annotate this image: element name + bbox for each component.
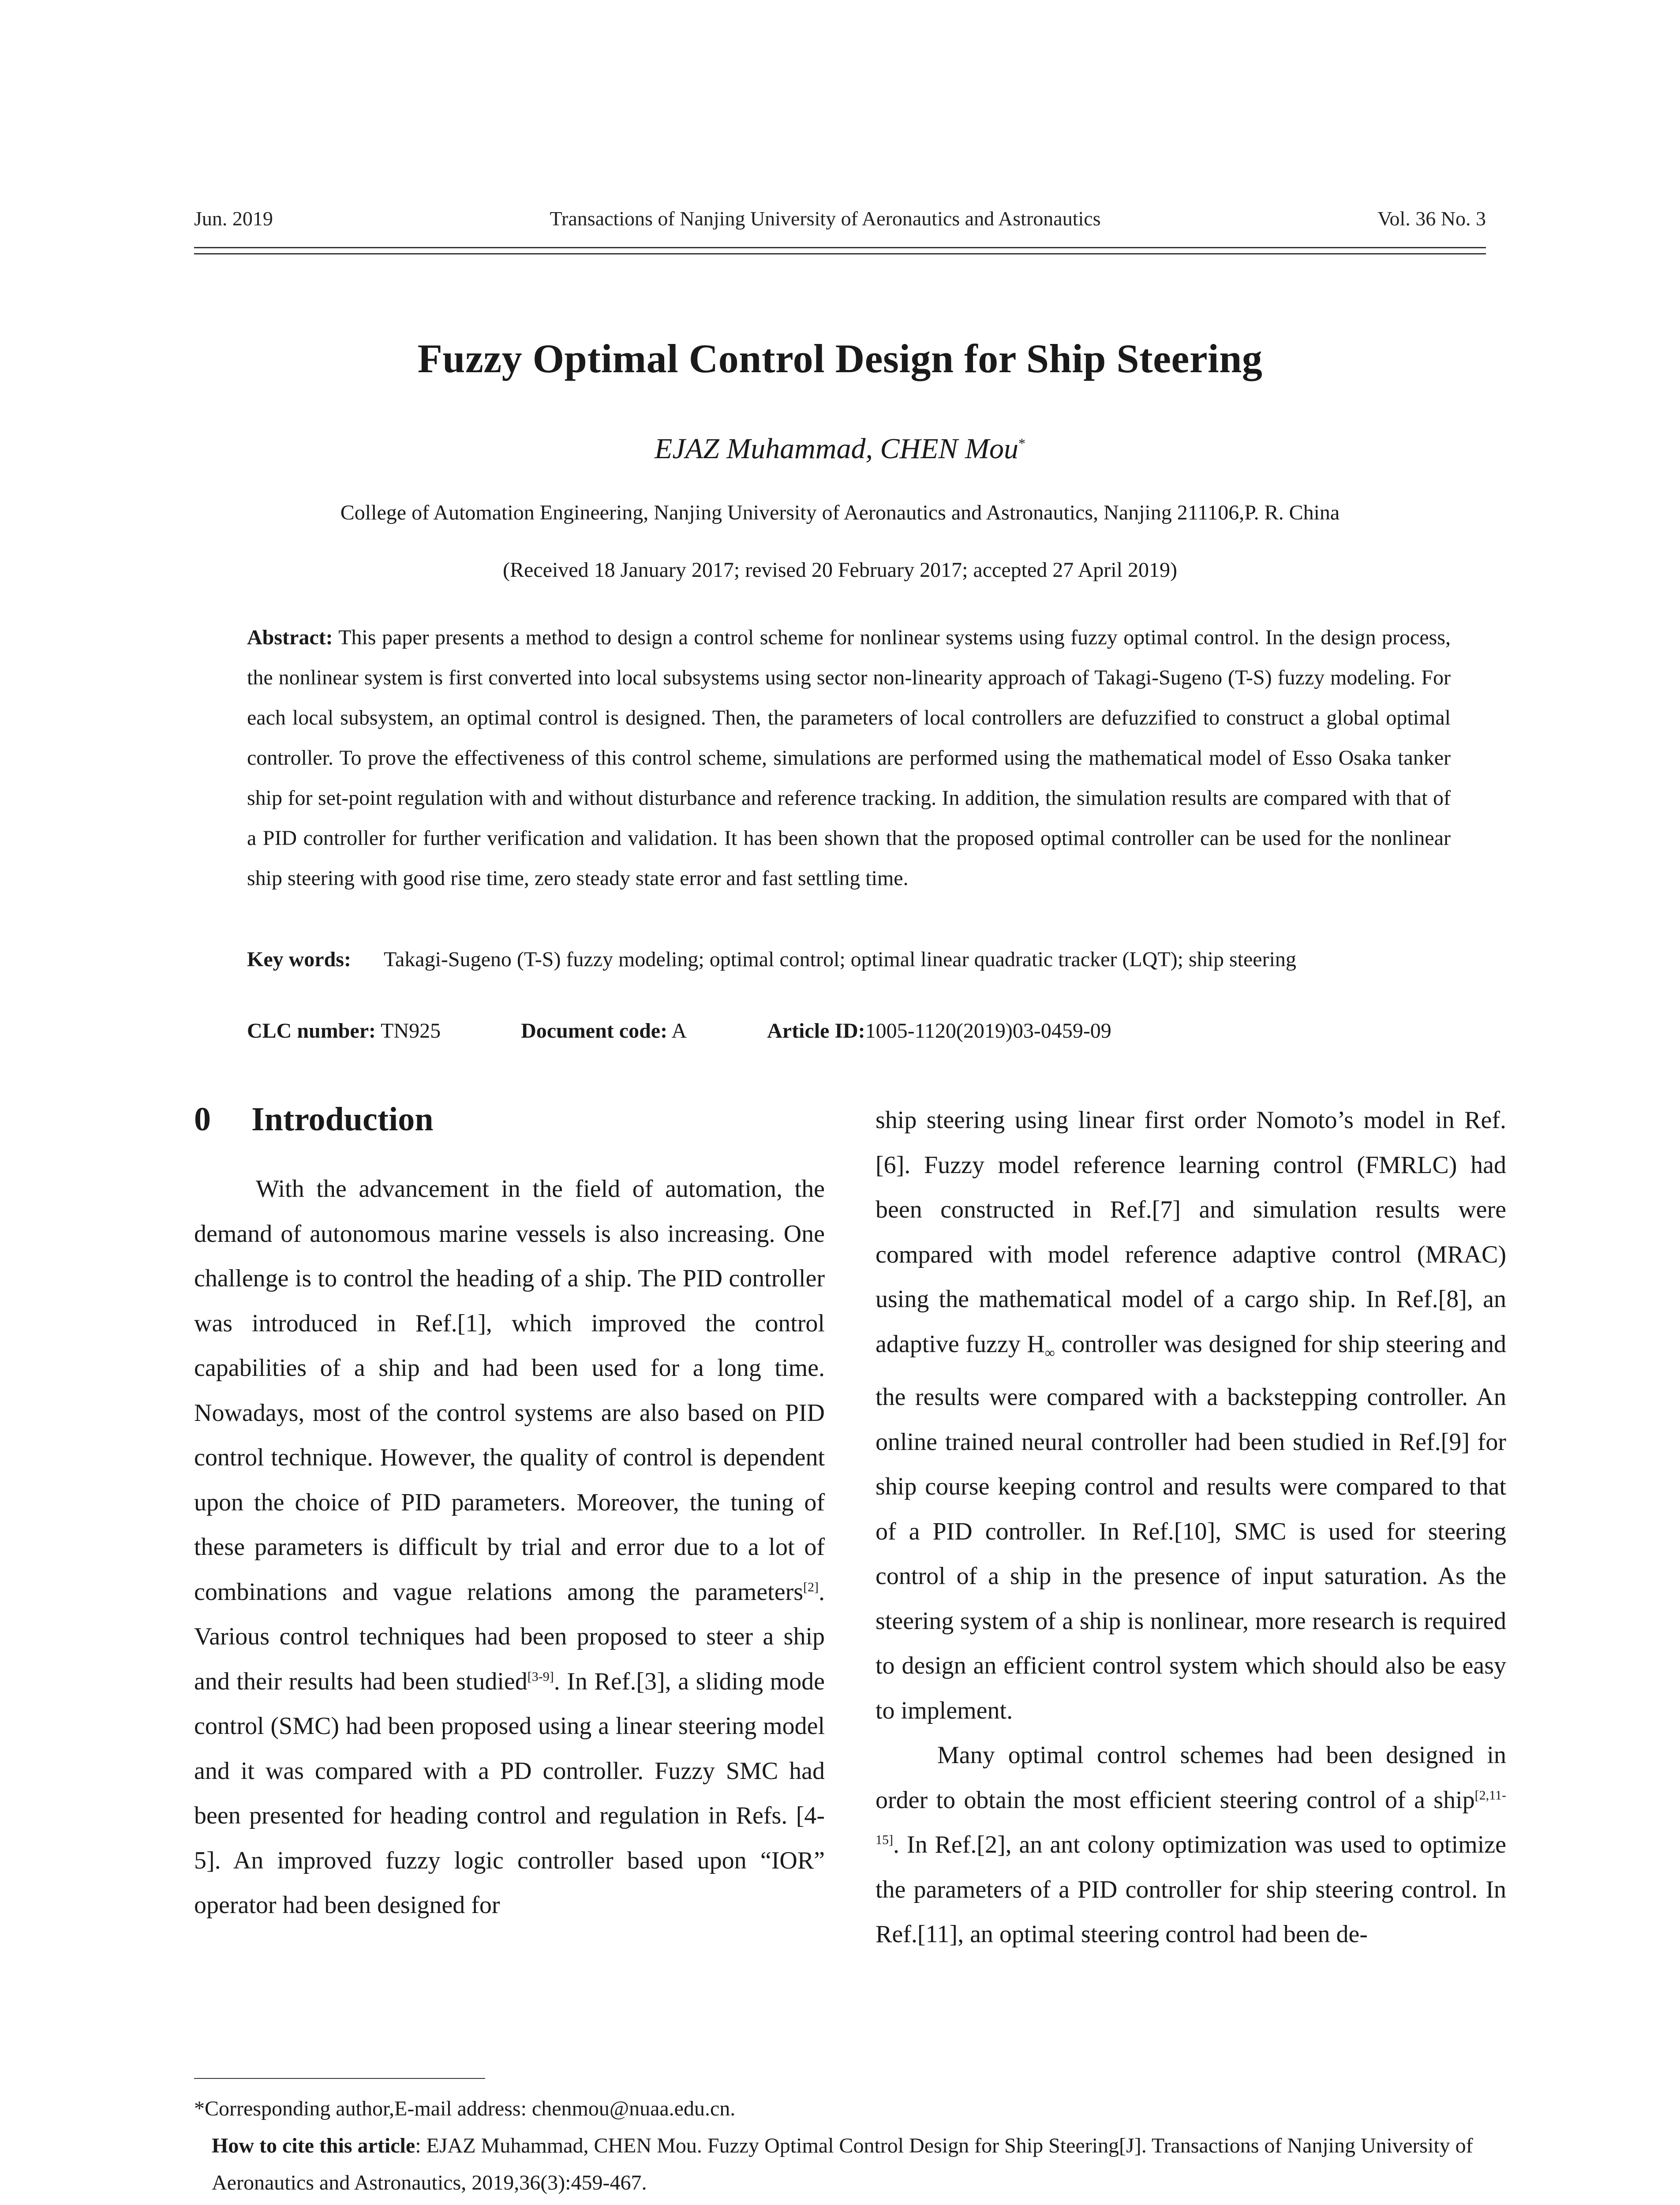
affiliation: College of Automation Engineering, Nanjing University of Aeronautics and Astronautics, Nanjing 211106,P. R. China [340, 501, 1340, 524]
section-number: 0 [194, 1101, 211, 1138]
abstract-label: Abstract: [247, 626, 333, 649]
corresponding-author-note: *Corresponding author,E-mail address: chenmou@nuaa.edu.cn. [194, 2097, 736, 2120]
intro-paragraph-continued [876, 1098, 1506, 1733]
volume-number: Vol. 36 No. 3 [1377, 207, 1486, 230]
issue-date: Jun. 2019 [194, 207, 273, 230]
section-heading [194, 1098, 825, 1140]
cite-text: : EJAZ Muhammad, CHEN Mou. Fuzzy Optimal Control Design for Ship Steering[J]. Transactions of Nanjing University of Aeronautics and Astronautics, 2019,36(3):459-467. [212, 2134, 1473, 2194]
text-run: . In Ref.[2], an ant colony optimization was used to optimize the parameters of a PID controller for ship steering control. In Ref.[11], an optimal steering control had been de- [876, 1831, 1506, 1948]
authors: EJAZ Muhammad, CHEN Mou [655, 433, 1018, 465]
citation-ref: [3-9] [527, 1669, 554, 1684]
received-dates: (Received 18 January 2017; revised 20 February 2017; accepted 27 April 2019) [503, 558, 1177, 582]
paper-title: Fuzzy Optimal Control Design for Ship Steering [417, 336, 1263, 381]
text-run: With the advancement in the field of automation, the demand of autonomous marine vessels is also increasing. One challenge is to control the heading of a ship. The PID controller was introduced in Ref.[1], which improved the control capabilities of a ship and had been used for a long time. Nowadays, most of the control systems are also based on PID control technique. However, the quality of control is dependent upon the choice of PID parameters. Moreover, the tuning of these parameters is difficult by trial and error due to a lot of combinations and vague relations among the parameters [194, 1175, 825, 1606]
clc-value: TN925 [381, 1019, 441, 1043]
text-run: . Various control techniques had been proposed to steer a ship and their results had been studied [194, 1578, 825, 1695]
article-id [767, 1019, 1117, 1043]
citation-ref: [2] [803, 1579, 819, 1594]
infinity-subscript: ∞ [1044, 1344, 1055, 1360]
header-rule-top [194, 247, 1486, 248]
document-code [521, 1019, 692, 1043]
running-header [194, 203, 1486, 234]
article-meta [247, 1019, 1451, 1043]
doc-value: A [671, 1019, 687, 1043]
article-label: Article ID: [767, 1019, 865, 1043]
journal-name: Transactions of Nanjing University of Aeronautics and Astronautics [550, 207, 1101, 230]
corresponding-mark: * [1018, 435, 1025, 451]
article-value: 1005-1120(2019)03-0459-09 [865, 1019, 1111, 1043]
abstract [247, 617, 1451, 898]
citation-note [194, 2127, 1508, 2201]
left-column [194, 1098, 825, 1928]
right-column [876, 1098, 1506, 1957]
footnotes [194, 2090, 1508, 2205]
text-run: Many optimal control schemes had been designed in order to obtain the most efficient steering control of a ship [876, 1742, 1506, 1814]
doc-label: Document code: [521, 1019, 668, 1043]
keywords-text: Takagi-Sugeno (T-S) fuzzy modeling; optimal control; optimal linear quadratic tracker (LQT); ship steering [384, 948, 1296, 971]
author-line [194, 432, 1486, 466]
keywords [247, 939, 1451, 979]
intro-paragraph [194, 1167, 825, 1928]
text-run: ship steering using linear first order Nomoto’s model in Ref.[6]. Fuzzy model reference learning control (FMRLC) had been constructed in Ref.[7] and simulation results were compared with model reference adaptive control (MRAC) using the mathematical model of a cargo ship. In Ref.[8], an adaptive fuzzy H [876, 1106, 1506, 1358]
section-title: Introduction [251, 1101, 434, 1138]
header-rule-bottom [194, 253, 1486, 254]
optimal-control-paragraph [876, 1733, 1506, 1957]
keywords-label: Key words: [247, 948, 351, 971]
clc-number [247, 1019, 446, 1043]
text-run: . In Ref.[3], a sliding mode control (SMC) had been proposed using a linear steering model and it was compared with a PD controller. Fuzzy SMC had been presented for heading control and regulation in Refs. [4-5]. An improved fuzzy logic controller based upon “IOR” operator had been designed for [194, 1667, 825, 1919]
citation-ref: [2,11-15] [876, 1788, 1506, 1847]
clc-label: CLC number: [247, 1019, 376, 1043]
text-run: controller was designed for ship steering and the results were compared with a backstepping controller. An online trained neural controller had been studied in Ref.[9] for ship course keeping control and results were compared to that of a PID controller. In Ref.[10], SMC is used for steering control of a ship in the presence of input saturation. As the steering system of a ship is nonlinear, more research is required to design an efficient control system which should also be easy to implement. [876, 1330, 1507, 1724]
footnote-rule [194, 2078, 485, 2079]
doi-link[interactable] [194, 2201, 1508, 2205]
cite-label: How to cite this article [212, 2134, 415, 2157]
abstract-text: This paper presents a method to design a control scheme for nonlinear systems using fuzzy optimal control. In the design process, the nonlinear system is first converted into local subsystems using sector non-linearity approach of Takagi-Sugeno (T-S) fuzzy modeling. For each local subsystem, an optimal control is designed. Then, the parameters of local controllers are defuzzified to construct a global optimal controller. To prove the effectiveness of this control scheme, simulations are performed using the mathematical model of Esso Osaka tanker ship for set-point regulation with and without disturbance and reference tracking. In addition, the simulation results are compared with that of a PID controller for further verification and validation. It has been shown that the proposed optimal controller can be used for the nonlinear ship steering with good rise time, zero steady state error and fast settling time. [247, 626, 1451, 890]
